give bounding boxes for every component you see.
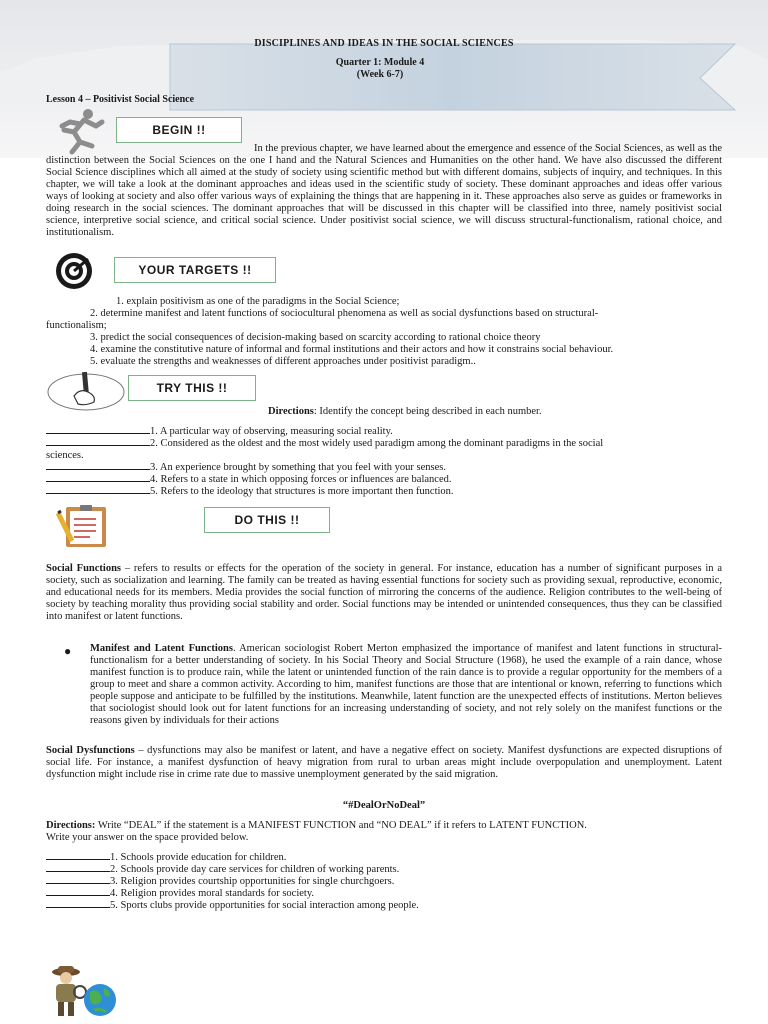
- dysfunctions-paragraph: Social Dysfunctions – dysfunctions may also be manifest or latent, and have a negative effect on society. Manifest dysfunctions are expected disruptions of social life. For instance, a manifest dysfunction of heavy migration from rural to urban areas might include overpopulation and unemployment. Latent dysfunction might include rise in crime rate due to massive unemployment generated by the said migration.: [46, 745, 722, 780]
- try-this-list: [46, 426, 722, 498]
- deal-item: 5. Sports clubs provide opportunities for social interaction among people.: [46, 900, 722, 912]
- deal-item: 1. Schools provide education for children.: [46, 852, 722, 864]
- deal-title: “#DealOrNoDeal”: [342, 800, 426, 811]
- deal-item: 3. Religion provides courtship opportunities for single churchgoers.: [46, 876, 722, 888]
- target-item: 4. examine the constitutive nature of informal and formal institutions and their actors and how it constrains social behaviour.: [90, 344, 614, 355]
- deal-item: 2. Schools provide day care services for children of working parents.: [46, 864, 722, 876]
- question-row-cont: sciences.: [46, 450, 84, 461]
- document-title: DISCIPLINES AND IDEAS IN THE SOCIAL SCIENCES: [254, 38, 514, 49]
- target-item: 5. evaluate the strengths and weaknesses of different approaches under positivist paradigm..: [90, 356, 476, 367]
- target-item-cont: functionalism;: [46, 320, 107, 331]
- try-this-heading: TRY THIS !!: [128, 375, 256, 401]
- target-item: 2. determine manifest and latent functions of sociocultural phenomena as well as social dysfunctions based on structural-: [90, 308, 599, 319]
- answer-blank[interactable]: [46, 433, 150, 434]
- question-row: 1. A particular way of observing, measuring social reality.: [46, 426, 722, 438]
- writing-hand-icon: [46, 370, 126, 412]
- targets-heading: YOUR TARGETS !!: [114, 257, 276, 283]
- question-row: 2. Considered as the oldest and the most widely used paradigm among the dominant paradigms in the social: [46, 438, 722, 450]
- deal-list: [46, 852, 722, 912]
- target-item: 3. predict the social consequences of decision-making based on scarcity according to rational choice theory: [90, 332, 541, 343]
- targets-list: [46, 296, 722, 368]
- answer-blank[interactable]: [46, 883, 110, 884]
- deal-directions: Directions: Write “DEAL” if the statement is a MANIFEST FUNCTION and “NO DEAL” if it refers to LATENT FUNCTION. Write your answer on the space provided below.: [46, 820, 587, 843]
- try-directions: Directions: Identify the concept being described in each number.: [268, 406, 542, 417]
- social-functions-paragraph: Social Functions – refers to results or effects for the operation of the society in general. For instance, education has a number of significant purposes in a society, such as socialization and learning. The family can be treated as having essential functions for society such as providing sexual, reproductive, economic, and educational needs for its members. Media provides the social function of mirroring the concerns of the audience. Religion contributes to the well-being of society by teaching morality thus providing social stability and order. Social functions may be intended or unintended consequences, thus they can be classified into manifest or latent functions.: [46, 563, 723, 622]
- explorer-globe-icon: [44, 964, 118, 1020]
- target-icon: [48, 251, 100, 291]
- answer-blank[interactable]: [46, 907, 110, 908]
- deal-item: 4. Religion provides moral standards for society.: [46, 888, 722, 900]
- answer-blank[interactable]: [46, 481, 150, 482]
- answer-blank[interactable]: [46, 469, 150, 470]
- manifest-latent-paragraph: Manifest and Latent Functions. American sociologist Robert Merton emphasized the importance of manifest and latent functions in structural-functionalism for a better understanding of society. In his Social Theory and Social Structure (1968), he used the example of a rain dance, whose manifest function is to produce rain, while the latent or unintended function of the rain dance is to provide a regular opportunity for the members of a group to meet and share a common activity. According to him, manifest functions are those that are intentional or known, referring to functions which people suppose and anticipate to be fulfilled by the institutions. Meanwhile, latent function are the unexpected effects of institutions. Merton believes that sociologist should look out for latent functions for an increasing understanding of society, and not rely solely on the manifest functions or the reasons given by individuals for their actions: [90, 643, 723, 726]
- answer-blank[interactable]: [46, 445, 150, 446]
- answer-blank[interactable]: [46, 493, 150, 494]
- clipboard-icon: [52, 503, 116, 549]
- answer-blank[interactable]: [46, 859, 110, 860]
- begin-heading: BEGIN !!: [116, 117, 242, 143]
- module-label: [310, 57, 450, 81]
- answer-blank[interactable]: [46, 895, 110, 896]
- target-item: 1. explain positivism as one of the paradigms in the Social Science;: [116, 296, 400, 307]
- question-row: 4. Refers to a state in which opposing forces or influences are balanced.: [46, 474, 722, 486]
- answer-blank[interactable]: [46, 871, 110, 872]
- do-this-heading: DO THIS !!: [204, 507, 330, 533]
- question-row: 5. Refers to the ideology that structures is more important then function.: [46, 486, 722, 498]
- week-label: (Week 6-7): [356, 69, 404, 80]
- intro-paragraph: In the previous chapter, we have learned about the emergence and essence of the Social Sciences, as well as the distinction between the Social Sciences on the one I hand and the Natural Sciences and Humanities on the other hand. We have also discussed the different Social Science disciplines which all aimed at the study of society using scientific method but with different domains, subjects of inquiry, and techniques. In this chapter, we will take a look at the dominant approaches and ideas used in the scientific study of society. These dominant approaches and ideas offer various ways of looking at society and also offer various ways of explaining the things that are happening in it. These approaches also serve as guides or frameworks in doing research in the social sciences. The dominant approaches that will be discussed in this chapter will be classified into three, namely positivist social science, interpretive social science, and critical social science. Under positivist social science, we will discuss structural-functionalism, rational choice, and institutionalism.: [46, 143, 722, 238]
- bullet-icon: ●: [64, 644, 72, 658]
- question-row: 3. An experience brought by something that you feel with your senses.: [46, 462, 722, 474]
- quarter-label: Quarter 1: Module 4: [335, 57, 425, 68]
- lesson-title: Lesson 4 – Positivist Social Science: [46, 94, 195, 105]
